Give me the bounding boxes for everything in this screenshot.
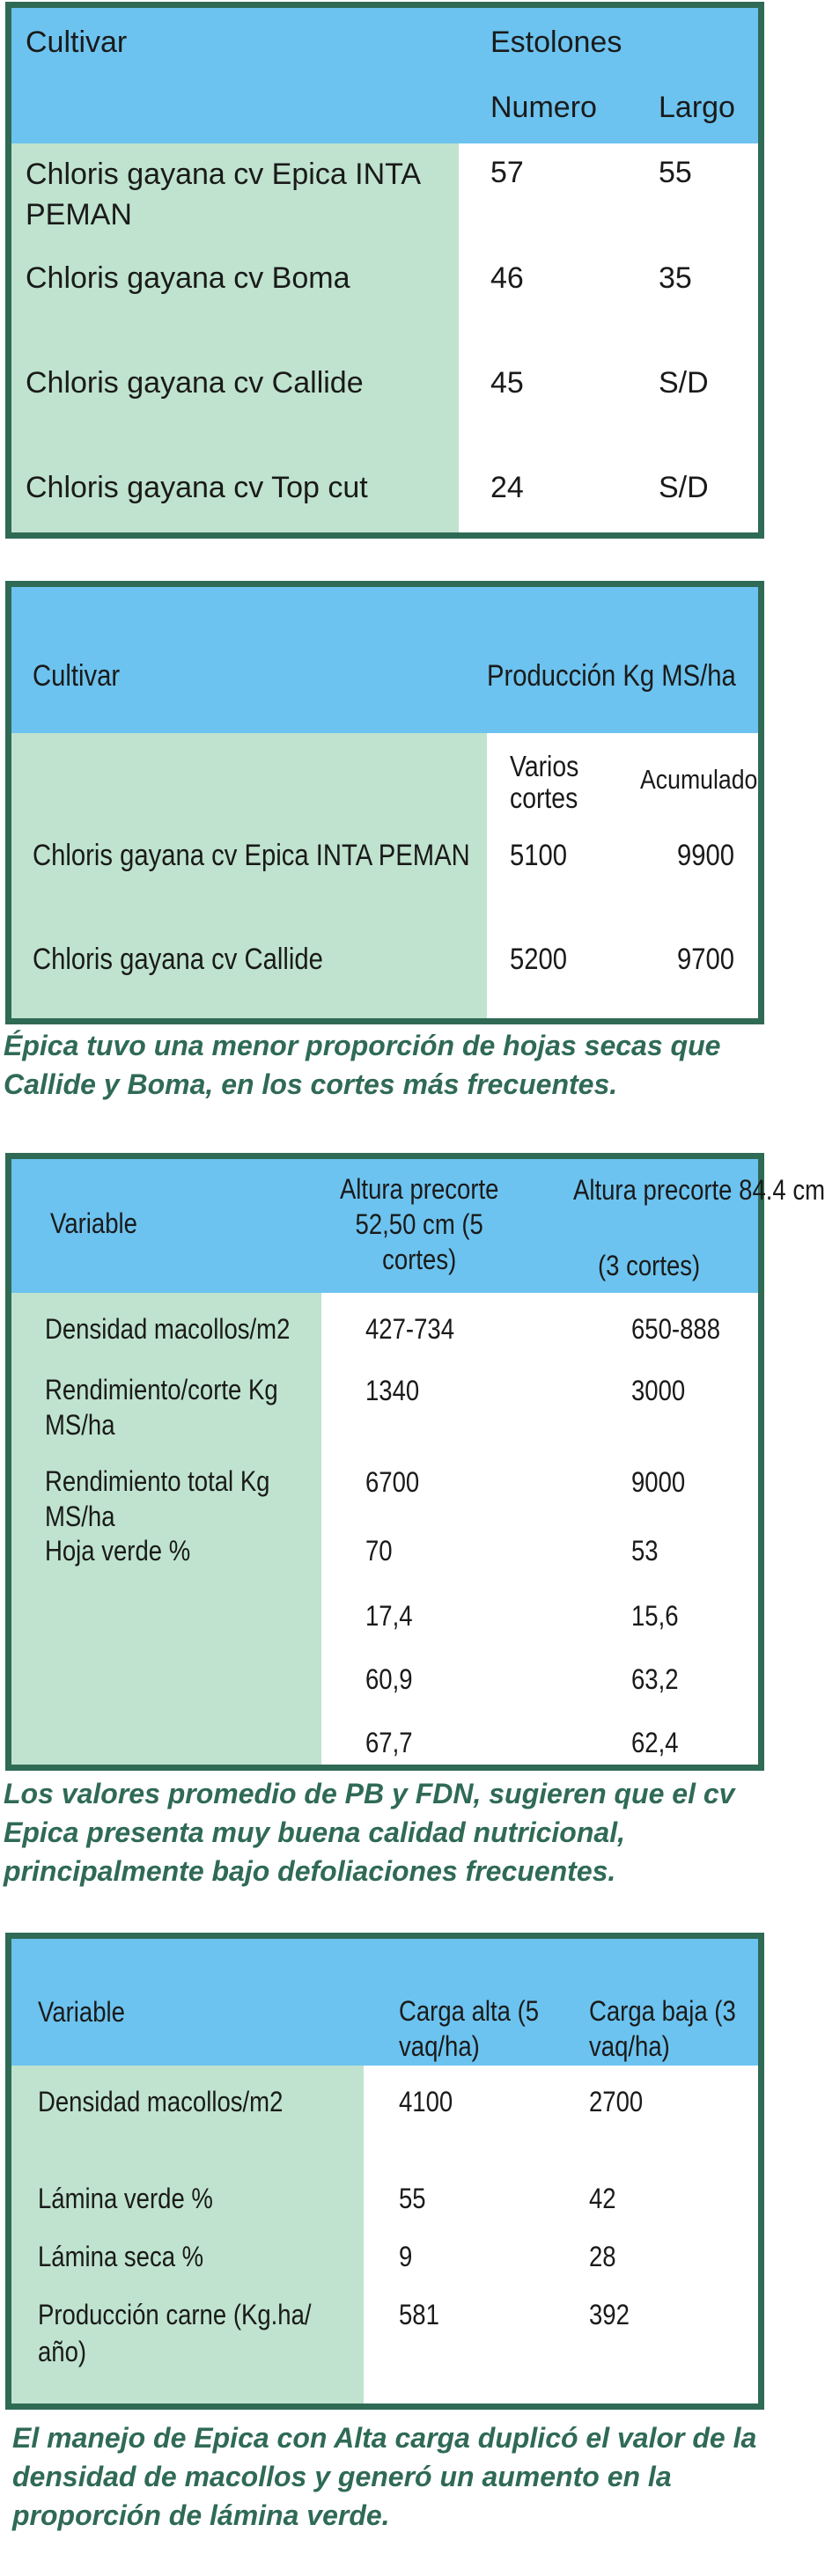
cell-value: 1340 xyxy=(365,1375,420,1406)
row-varios: 5200 xyxy=(510,943,568,976)
row-largo: S/D xyxy=(659,366,709,400)
header-cultivar: Cultivar xyxy=(26,26,128,59)
row-name: Producción carne (Kg.ha/ año) xyxy=(38,2299,312,2367)
row-alta: 4100 xyxy=(399,2086,453,2117)
table-estolones xyxy=(5,2,764,539)
row-largo: S/D xyxy=(659,471,709,504)
header-variable: Variable xyxy=(38,1996,125,2028)
cell-value: 6700 xyxy=(365,1466,420,1498)
header-largo: Largo xyxy=(659,91,735,124)
row-alta: 9 xyxy=(399,2241,413,2272)
row-name: Chloris gayana cv Epica INTA PEMAN xyxy=(26,158,420,231)
header-produccion: Producción Kg MS/ha xyxy=(487,659,736,693)
header-carga-alta: Carga alta (5 vaq/ha) xyxy=(399,1995,540,2062)
row-baja: 392 xyxy=(589,2299,630,2330)
row-baja: 2700 xyxy=(589,2086,644,2117)
row-label: Rendimiento/corte Kg MS/ha xyxy=(45,1374,278,1441)
row-baja: 42 xyxy=(589,2183,616,2214)
row-name: Densidad macollos/m2 xyxy=(38,2086,284,2117)
row-name: Chloris gayana cv Epica INTA PEMAN xyxy=(33,839,470,872)
row-numero: 57 xyxy=(490,156,524,189)
row-largo: 55 xyxy=(659,156,692,189)
row-baja: 28 xyxy=(589,2241,616,2272)
row-label: Densidad macollos/m2 xyxy=(45,1313,291,1345)
header-cultivar: Cultivar xyxy=(33,659,121,693)
row-numero: 46 xyxy=(490,261,524,295)
header-altura-84-cortes: (3 cortes) xyxy=(598,1250,701,1281)
cell-value: 9000 xyxy=(631,1466,686,1498)
row-name: Chloris gayana cv Callide xyxy=(26,366,364,400)
cell-value: 15,6 xyxy=(631,1600,679,1632)
header-altura-84: Altura precorte 84.4 cm xyxy=(573,1174,825,1206)
table-produccion xyxy=(5,581,764,1024)
cell-value: 60,9 xyxy=(365,1663,413,1695)
subheader-varios-cortes: Varios cortes xyxy=(510,750,579,814)
row-name: Lámina verde % xyxy=(38,2183,213,2214)
row-name: Chloris gayana cv Top cut xyxy=(26,471,368,504)
table-altura-precorte xyxy=(5,1153,825,1771)
row-name: Chloris gayana cv Boma xyxy=(26,261,350,295)
row-acumulado: 9900 xyxy=(677,839,735,872)
cell-value: 650-888 xyxy=(631,1313,720,1345)
row-alta: 55 xyxy=(399,2183,426,2214)
subheader-acumulado: Acumulado xyxy=(640,764,758,795)
cell-value: 67,7 xyxy=(365,1727,413,1758)
row-numero: 45 xyxy=(490,366,524,400)
row-label: Hoja verde % xyxy=(45,1535,191,1567)
row-varios: 5100 xyxy=(510,839,568,872)
note-hojas-secas: Épica tuvo una menor proporción de hojas secas que Callide y Boma, en los cortes más frecuentes. xyxy=(4,1030,721,1100)
note-manejo-epica: El manejo de Epica con Alta carga duplicó el valor de la densidad de macollos y generó un aumento en la proporción de lámina verde. xyxy=(12,2422,757,2531)
note-calidad-nutricional: Los valores promedio de PB y FDN, sugieren que el cv Epica presenta muy buena calidad nutricional, principalmente bajo defoliaciones frecuentes. xyxy=(4,1778,735,1887)
header-estolones: Estolones xyxy=(490,26,622,59)
cell-value: 70 xyxy=(365,1535,393,1567)
row-acumulado: 9700 xyxy=(677,943,735,976)
cell-value: 62,4 xyxy=(631,1727,679,1758)
cell-value: 63,2 xyxy=(631,1663,679,1695)
row-label: Rendimiento total Kg MS/ha xyxy=(45,1465,270,1532)
row-alta: 581 xyxy=(399,2299,439,2330)
cell-value: 3000 xyxy=(631,1375,686,1406)
row-name: Lámina seca % xyxy=(38,2241,204,2272)
row-name: Chloris gayana cv Callide xyxy=(33,943,323,976)
table-carga xyxy=(5,1933,764,2410)
cell-value: 53 xyxy=(631,1535,659,1567)
header-altura-52: Altura precorte 52,50 cm (5 cortes) xyxy=(339,1173,499,1275)
header-numero: Numero xyxy=(490,91,597,124)
cell-value: 427-734 xyxy=(365,1313,454,1345)
cell-value: 17,4 xyxy=(365,1600,413,1632)
row-largo: 35 xyxy=(659,261,692,295)
row-numero: 24 xyxy=(490,471,524,504)
header-variable: Variable xyxy=(50,1207,137,1239)
header-carga-baja: Carga baja (3 vaq/ha) xyxy=(589,1995,736,2062)
